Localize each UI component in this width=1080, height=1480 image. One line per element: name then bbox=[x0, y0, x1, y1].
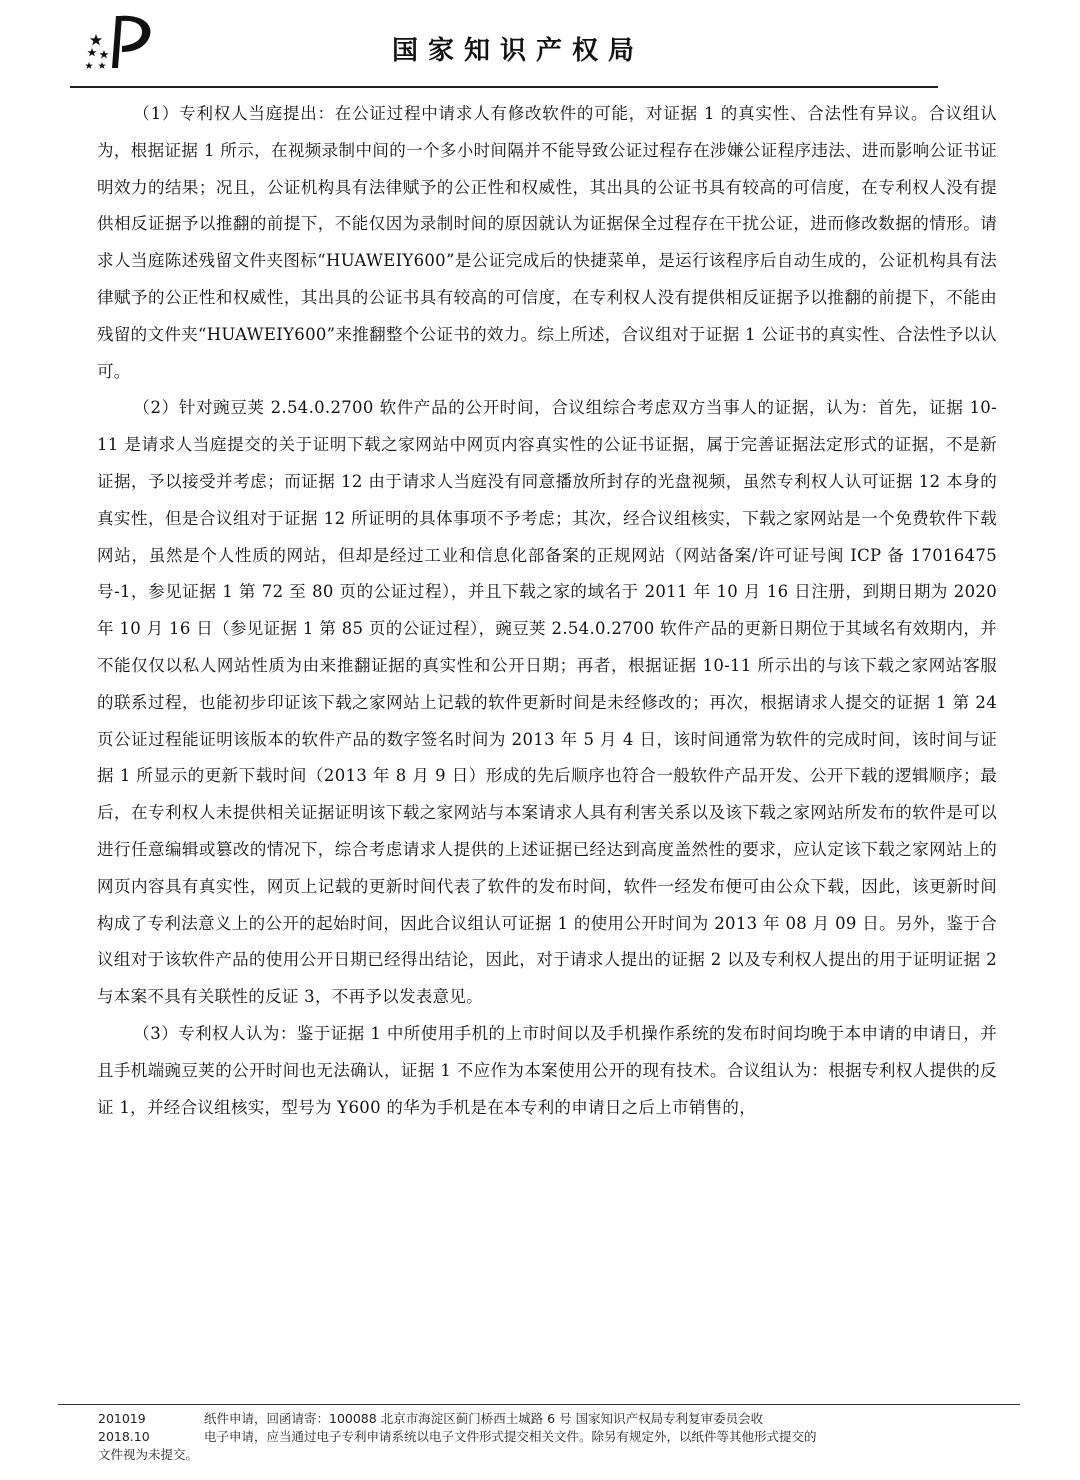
page-footer bbox=[98, 1410, 1008, 1464]
cnipa-emblem-icon bbox=[82, 10, 160, 72]
paragraph-1: （1）专利权人当庭提出：在公证过程中请求人有修改软件的可能，对证据 1 的真实性、合法性有异议。合议组认为，根据证据 1 所示，在视频录制中间的一个多小时间隔并不能导致公证过程存在涉嫌公证程序违法、进而影响公证书证明效力的结果；况且，公证机构具有法律赋予的公正性和权威性，其出具的公证书具有较高的可信度，在专利权人没有提供相反证据予以推翻的前提下，不能仅因为录制时间的原因就认为证据保全过程存在干扰公证，进而修改数据的情形。请求人当庭陈述残留文件夹图标“HUAWEIY600”是公证完成后的快捷菜单，是运行该程序后自动生成的，公证机构具有法律赋予的公正性和权威性，其出具的公证书具有较高的可信度，在专利权人没有提供相反证据予以推翻的前提下，不能由残留的文件夹“HUAWEIY600”来推翻整个公证书的效力。综上所述，合议组对于证据 1 公证书的真实性、合法性予以认可。 bbox=[97, 104, 997, 381]
footer-row-electronic bbox=[98, 1428, 1008, 1446]
paper-note: 纸件申请，回函请寄：100088 北京市海淀区蓟门桥西土城路 6 号 国家知识产权局专利复审委员会收 bbox=[204, 1411, 764, 1426]
page-header bbox=[0, 0, 1080, 92]
document-body bbox=[97, 96, 997, 1126]
office-title: 国家知识产权局 bbox=[392, 36, 645, 66]
paragraph-3: （3）专利权人认为：鉴于证据 1 中所使用手机的上市时间以及手机操作系统的发布时间均晚于本申请的申请日，并且手机端豌豆荚的公开时间也无法确认，证据 1 不应作为本案使用公开的现有技术。合议组认为：根据专利权人提供的反证 1，并经合议组核实，型号为 Y600 的华为手机是在本专利的申请日之后上市销售的， bbox=[97, 1023, 997, 1117]
header-divider bbox=[70, 86, 938, 88]
paragraph-2: （2）针对豌豆荚 2.54.0.2700 软件产品的公开时间，合议组综合考虑双方当事人的证据，认为：首先，证据 10-11 是请求人当庭提交的关于证明下载之家网站中网页内容真实性的公证书证据，属于完善证据法定形式的证据，不是新证据，予以接受并考虑；而证据 12 由于请求人当庭没有同意播放所封存的光盘视频，虽然专利权人认可证据 12 本身的真实性，但是合议组对于证据 12 所证明的具体事项不予考虑；其次，经合议组核实，下载之家网站是一个免费软件下载网站，虽然是个人性质的网站，但却是经过工业和信息化部备案的正规网站（网站备案/许可证号闽 ICP 备 17016475 号-1，参见证据 1 第 72 至 80 页的公证过程），并且下载之家的域名于 2011 年 10 月 16 日注册，到期日期为 2020 年 10 月 16 日（参见证据 1 第 85 页的公证过程），豌豆荚 2.54.0.2700 软件产品的更新日期位于其域名有效期内，并不能仅仅以私人网站性质为由来推翻证据的真实性和公开日期；再者，根据证据 10-11 所示出的与该下载之家网站客服的联系过程，也能初步印证该下载之家网站上记载的软件更新时间是未经修改的；再次，根据请求人提交的证据 1 第 24 页公证过程能证明该版本的软件产品的数字签名时间为 2013 年 5 月 4 日，该时间通常为软件的完成时间，该时间与证据 1 所显示的更新下载时间（2013 年 8 月 9 日）形成的先后顺序也符合一般软件产品开发、公开下载的逻辑顺序；最后，在专利权人未提供相关证据证明该下载之家网站与本案请求人具有利害关系以及该下载之家网站所发布的软件是可以进行任意编辑或篡改的情况下，综合考虑请求人提供的上述证据已经达到高度盖然性的要求，应认定该下载之家网站上的网页内容具有真实性，网页上记载的更新时间代表了软件的发布时间，软件一经发布便可由公众下载，因此，该更新时间构成了专利法意义上的公开的起始时间，因此合议组认可证据 1 的使用公开时间为 2013 年 08 月 09 日。另外，鉴于合议组对于该软件产品的使用公开日期已经得出结论，因此，对于请求人提出的证据 2 以及专利权人提出的用于证明证据 2 与本案不具有关联性的反证 3，不再予以发表意见。 bbox=[97, 398, 997, 1007]
electronic-note: 电子申请，应当通过电子专利申请系统以电子文件形式提交相关文件。除另有规定外，以纸件等其他形式提交的 bbox=[204, 1429, 817, 1444]
footer-divider bbox=[58, 1404, 1020, 1405]
form-version: 2018.10 bbox=[98, 1429, 150, 1444]
electronic-note-continuation: 文件视为未提交。 bbox=[98, 1447, 199, 1462]
footer-row-paper bbox=[98, 1410, 1008, 1428]
form-code: 201019 bbox=[98, 1411, 146, 1426]
